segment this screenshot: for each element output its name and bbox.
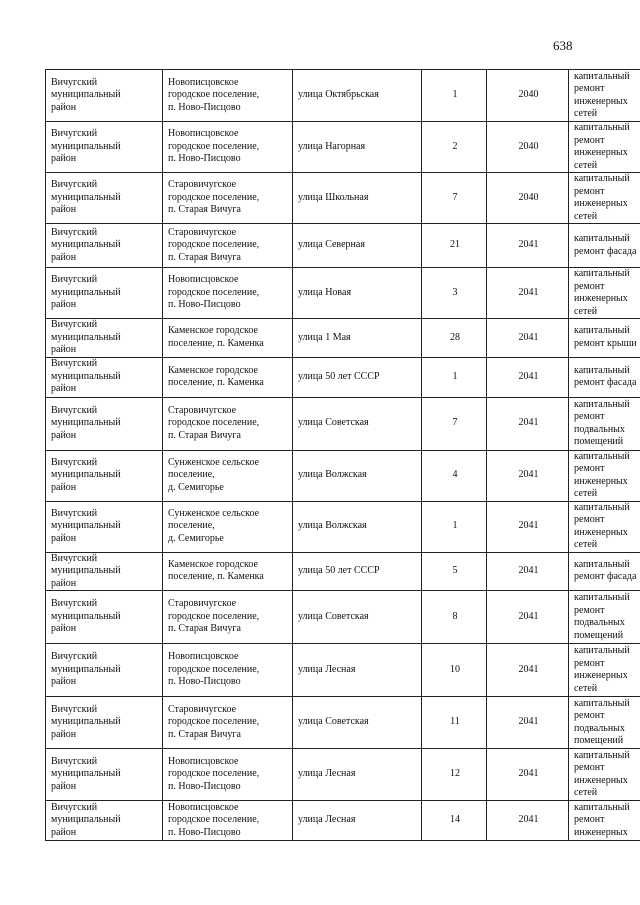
settlement-cell-line: городское поселение, bbox=[168, 716, 260, 728]
work-type-cell-line: ремонт bbox=[574, 604, 605, 616]
work-type-cell-line: капитальный bbox=[574, 364, 630, 376]
year-cell: 2040 bbox=[487, 70, 569, 122]
settlement-cell-line: Каменское городское bbox=[168, 558, 258, 570]
street-cell: улица Советская bbox=[293, 591, 422, 644]
table-row bbox=[46, 268, 640, 319]
settlement-cell-line: п. Ново-Писцово bbox=[168, 780, 241, 792]
street-cell: улица Октябрьская bbox=[293, 70, 422, 122]
year-cell: 2041 bbox=[487, 357, 569, 397]
house-number-cell: 1 bbox=[422, 501, 487, 552]
settlement-cell-line: п. Старая Вичуга bbox=[168, 623, 241, 635]
settlement-cell-line: Сунженское сельское bbox=[168, 507, 260, 519]
settlement-cell-line: п. Старая Вичуга bbox=[168, 204, 241, 216]
district-cell-line: район bbox=[51, 429, 77, 441]
settlement-cell-line: городское поселение, bbox=[168, 286, 260, 298]
district-cell bbox=[46, 644, 163, 697]
street-cell: улица 1 Мая bbox=[293, 319, 422, 358]
settlement-cell-line: городское поселение, bbox=[168, 610, 260, 622]
district-cell-line: Вичугский bbox=[51, 755, 98, 767]
house-number-cell: 12 bbox=[422, 749, 487, 801]
settlement-cell bbox=[163, 70, 293, 122]
street-cell: улица 50 лет СССР bbox=[293, 357, 422, 397]
work-type-cell-line: ремонт фасада bbox=[574, 245, 637, 257]
district-cell bbox=[46, 591, 163, 644]
table-row bbox=[46, 749, 640, 801]
year-cell: 2040 bbox=[487, 122, 569, 173]
year-cell: 2041 bbox=[487, 450, 569, 501]
settlement-cell-line: городское поселение, bbox=[168, 140, 260, 152]
district-cell bbox=[46, 501, 163, 552]
district-cell-line: муниципальный bbox=[51, 716, 121, 728]
table-row bbox=[46, 501, 640, 552]
settlement-cell-line: Каменское городское bbox=[168, 364, 258, 376]
settlement-cell bbox=[163, 450, 293, 501]
settlement-cell-line: городское поселение, bbox=[168, 89, 260, 101]
settlement-cell bbox=[163, 801, 293, 841]
settlement-cell-line: городское поселение, bbox=[168, 814, 260, 826]
street-cell: улица Лесная bbox=[293, 801, 422, 841]
settlement-cell-line: п. Старая Вичуга bbox=[168, 728, 241, 740]
house-number-cell: 7 bbox=[422, 397, 487, 450]
street-cell: улица Волжская bbox=[293, 450, 422, 501]
district-cell-line: Вичугский bbox=[51, 76, 98, 88]
settlement-cell-line: городское поселение, bbox=[168, 191, 260, 203]
district-cell-line: район bbox=[51, 826, 77, 838]
year-cell: 2041 bbox=[487, 224, 569, 268]
work-type-cell bbox=[569, 122, 640, 173]
district-cell-line: район bbox=[51, 728, 77, 740]
work-type-cell-line: капитальный bbox=[574, 70, 630, 82]
settlement-cell-line: Старовичугское bbox=[168, 179, 237, 191]
district-cell-line: Вичугский bbox=[51, 404, 98, 416]
district-cell-line: муниципальный bbox=[51, 520, 121, 532]
district-cell-line: муниципальный bbox=[51, 417, 121, 429]
settlement-cell bbox=[163, 357, 293, 397]
page-number: 638 bbox=[553, 38, 573, 53]
district-cell-line: Вичугский bbox=[51, 801, 98, 813]
year-cell: 2041 bbox=[487, 501, 569, 552]
settlement-cell bbox=[163, 552, 293, 591]
work-type-cell-line: инженерных bbox=[574, 774, 628, 786]
year-cell: 2041 bbox=[487, 644, 569, 697]
district-cell-line: муниципальный bbox=[51, 768, 121, 780]
district-cell-line: Вичугский bbox=[51, 651, 98, 663]
district-cell-line: муниципальный bbox=[51, 814, 121, 826]
house-number-cell: 3 bbox=[422, 268, 487, 319]
table-row bbox=[46, 173, 640, 224]
district-cell bbox=[46, 173, 163, 224]
district-cell-line: муниципальный bbox=[51, 610, 121, 622]
district-cell-line: муниципальный bbox=[51, 239, 121, 251]
settlement-cell bbox=[163, 268, 293, 319]
district-cell bbox=[46, 801, 163, 841]
work-type-cell bbox=[569, 397, 640, 450]
district-cell-line: район bbox=[51, 101, 77, 113]
district-cell-line: район bbox=[51, 383, 77, 395]
district-cell-line: муниципальный bbox=[51, 469, 121, 481]
work-type-cell-line: ремонт bbox=[574, 83, 605, 94]
year-cell: 2041 bbox=[487, 697, 569, 749]
district-cell bbox=[46, 268, 163, 319]
house-number-cell: 8 bbox=[422, 591, 487, 644]
district-cell bbox=[46, 397, 163, 450]
work-type-cell-line: инженерных bbox=[574, 526, 628, 538]
work-type-cell-line: помещений bbox=[574, 436, 624, 447]
work-type-cell-line: ремонт фасада bbox=[574, 377, 637, 388]
district-cell-line: Вичугский bbox=[51, 179, 98, 191]
work-type-cell bbox=[569, 268, 640, 319]
district-cell-line: район bbox=[51, 623, 77, 635]
settlement-cell-line: Новописцовское bbox=[168, 76, 239, 88]
table-row bbox=[46, 122, 640, 173]
house-number-cell: 1 bbox=[422, 357, 487, 397]
settlement-cell-line: Старовичугское bbox=[168, 703, 237, 715]
work-type-cell bbox=[569, 224, 640, 268]
district-cell-line: Вичугский bbox=[51, 274, 98, 286]
settlement-cell-line: д. Семигорье bbox=[168, 532, 224, 544]
district-cell-line: район bbox=[51, 676, 77, 688]
settlement-cell-line: Старовичугское bbox=[168, 404, 237, 416]
work-type-cell-line: капитальный bbox=[574, 645, 630, 656]
district-cell-line: муниципальный bbox=[51, 89, 121, 101]
house-number-cell: 4 bbox=[422, 450, 487, 501]
work-type-cell bbox=[569, 319, 640, 358]
work-type-cell bbox=[569, 450, 640, 501]
work-type-cell-line: помещений bbox=[574, 629, 624, 641]
house-number-cell: 1 bbox=[422, 70, 487, 122]
work-type-cell-line: ремонт bbox=[574, 463, 605, 474]
year-cell: 2041 bbox=[487, 319, 569, 358]
settlement-cell-line: поселение, bbox=[168, 520, 215, 532]
work-type-cell-line: ремонт bbox=[574, 762, 605, 773]
district-cell bbox=[46, 224, 163, 268]
work-type-cell-line: ремонт bbox=[574, 710, 605, 721]
settlement-cell-line: Новописцовское bbox=[168, 274, 239, 286]
street-cell: улица Новая bbox=[293, 268, 422, 319]
work-type-cell bbox=[569, 749, 640, 801]
district-cell-line: Вичугский bbox=[51, 128, 98, 140]
house-number-cell: 5 bbox=[422, 552, 487, 591]
district-cell-line: муниципальный bbox=[51, 331, 121, 343]
house-number-cell: 14 bbox=[422, 801, 487, 841]
work-type-cell-line: сетей bbox=[574, 305, 598, 317]
district-cell-line: район bbox=[51, 344, 77, 355]
work-type-cell-line: капитальный bbox=[574, 501, 630, 513]
house-number-cell: 11 bbox=[422, 697, 487, 749]
district-cell-line: Вичугский bbox=[51, 226, 98, 238]
district-cell bbox=[46, 749, 163, 801]
district-cell-line: район bbox=[51, 204, 77, 216]
district-cell-line: район bbox=[51, 780, 77, 792]
table-row bbox=[46, 552, 640, 591]
settlement-cell bbox=[163, 122, 293, 173]
district-cell-line: Вичугский bbox=[51, 319, 98, 330]
work-type-cell-line: ремонт bbox=[574, 134, 605, 146]
work-type-cell bbox=[569, 70, 640, 122]
table-row bbox=[46, 644, 640, 697]
work-type-cell-line: ремонт bbox=[574, 280, 605, 292]
settlement-cell-line: городское поселение, bbox=[168, 239, 260, 251]
settlement-cell bbox=[163, 749, 293, 801]
table-row bbox=[46, 397, 640, 450]
table-body bbox=[46, 70, 640, 841]
work-type-cell-line: сетей bbox=[574, 108, 598, 119]
district-cell bbox=[46, 70, 163, 122]
work-type-cell-line: подвальных bbox=[574, 722, 625, 734]
work-type-cell bbox=[569, 552, 640, 591]
district-cell-line: муниципальный bbox=[51, 286, 121, 298]
work-type-cell-line: капитальный bbox=[574, 122, 630, 133]
work-type-cell-line: капитальный bbox=[574, 233, 630, 244]
district-cell-line: район bbox=[51, 481, 77, 493]
settlement-cell-line: Новописцовское bbox=[168, 755, 239, 767]
work-type-cell-line: сетей bbox=[574, 787, 598, 798]
year-cell: 2041 bbox=[487, 552, 569, 591]
year-cell: 2041 bbox=[487, 749, 569, 801]
work-type-cell-line: ремонт крыши bbox=[574, 337, 637, 349]
work-type-cell-line: капитальный bbox=[574, 749, 630, 761]
settlement-cell-line: п. Старая Вичуга bbox=[168, 429, 241, 441]
table-row bbox=[46, 591, 640, 644]
work-type-cell bbox=[569, 501, 640, 552]
district-cell-line: район bbox=[51, 153, 77, 165]
district-cell bbox=[46, 450, 163, 501]
district-cell-line: муниципальный bbox=[51, 663, 121, 675]
work-type-cell-line: капитальный bbox=[574, 268, 630, 279]
settlement-cell-line: поселение, п. Каменка bbox=[168, 377, 264, 388]
table-row bbox=[46, 801, 640, 841]
year-cell: 2040 bbox=[487, 173, 569, 224]
work-type-cell bbox=[569, 357, 640, 397]
table-row bbox=[46, 70, 640, 122]
housing-repair-table bbox=[45, 69, 640, 841]
settlement-cell-line: Старовичугское bbox=[168, 226, 237, 238]
district-cell-line: Вичугский bbox=[51, 552, 98, 564]
work-type-cell-line: инженерных bbox=[574, 95, 628, 107]
district-cell-line: Вичугский bbox=[51, 456, 98, 468]
street-cell: улица Советская bbox=[293, 397, 422, 450]
settlement-cell-line: Старовичугское bbox=[168, 598, 237, 610]
table-row bbox=[46, 319, 640, 358]
work-type-cell-line: инженерных bbox=[574, 198, 628, 209]
settlement-cell bbox=[163, 697, 293, 749]
year-cell: 2041 bbox=[487, 397, 569, 450]
district-cell-line: район bbox=[51, 532, 77, 544]
settlement-cell-line: Новописцовское bbox=[168, 801, 239, 813]
settlement-cell-line: п. Ново-Писцово bbox=[168, 676, 241, 688]
work-type-cell-line: подвальных bbox=[574, 423, 625, 435]
street-cell: улица Лесная bbox=[293, 749, 422, 801]
work-type-cell-line: капитальный bbox=[574, 325, 630, 337]
settlement-cell-line: Новописцовское bbox=[168, 651, 239, 663]
house-number-cell: 21 bbox=[422, 224, 487, 268]
settlement-cell-line: д. Семигорье bbox=[168, 481, 224, 493]
house-number-cell: 7 bbox=[422, 173, 487, 224]
settlement-cell-line: п. Старая Вичуга bbox=[168, 251, 241, 263]
work-type-cell-line: капитальный bbox=[574, 398, 630, 410]
work-type-cell-line: сетей bbox=[574, 210, 598, 222]
work-type-cell bbox=[569, 173, 640, 224]
work-type-cell-line: ремонт bbox=[574, 514, 605, 525]
work-type-cell-line: подвальных bbox=[574, 617, 625, 628]
district-cell bbox=[46, 697, 163, 749]
street-cell: улица Северная bbox=[293, 224, 422, 268]
table-row bbox=[46, 224, 640, 268]
settlement-cell bbox=[163, 591, 293, 644]
settlement-cell-line: п. Ново-Писцово bbox=[168, 826, 241, 838]
settlement-cell-line: Каменское городское bbox=[168, 325, 258, 337]
street-cell: улица Волжская bbox=[293, 501, 422, 552]
district-cell-line: муниципальный bbox=[51, 370, 121, 382]
work-type-cell-line: ремонт bbox=[574, 411, 605, 422]
work-type-cell-line: капитальный bbox=[574, 697, 630, 709]
work-type-cell-line: ремонт bbox=[574, 185, 605, 197]
district-cell bbox=[46, 552, 163, 591]
district-cell-line: район bbox=[51, 251, 77, 263]
settlement-cell bbox=[163, 319, 293, 358]
district-cell-line: Вичугский bbox=[51, 358, 98, 370]
work-type-cell bbox=[569, 591, 640, 644]
work-type-cell-line: ремонт фасада bbox=[574, 571, 637, 583]
district-cell-line: муниципальный bbox=[51, 191, 121, 203]
work-type-cell-line: капитальный bbox=[574, 801, 630, 813]
settlement-cell bbox=[163, 173, 293, 224]
work-type-cell bbox=[569, 697, 640, 749]
district-cell-line: Вичугский bbox=[51, 507, 98, 519]
work-type-cell-line: инженерных bbox=[574, 826, 628, 838]
table-row bbox=[46, 357, 640, 397]
settlement-cell-line: Сунженское сельское bbox=[168, 456, 260, 468]
house-number-cell: 10 bbox=[422, 644, 487, 697]
work-type-cell-line: капитальный bbox=[574, 592, 630, 603]
house-number-cell: 2 bbox=[422, 122, 487, 173]
street-cell: улица Нагорная bbox=[293, 122, 422, 173]
district-cell-line: Вичугский bbox=[51, 598, 98, 610]
work-type-cell-line: ремонт bbox=[574, 814, 605, 826]
street-cell: улица 50 лет СССР bbox=[293, 552, 422, 591]
settlement-cell-line: поселение, п. Каменка bbox=[168, 337, 264, 349]
work-type-cell-line: сетей bbox=[574, 682, 598, 694]
settlement-cell-line: п. Ново-Писцово bbox=[168, 299, 241, 311]
district-cell-line: район bbox=[51, 299, 77, 311]
work-type-cell-line: капитальный bbox=[574, 450, 630, 462]
settlement-cell bbox=[163, 501, 293, 552]
year-cell: 2041 bbox=[487, 268, 569, 319]
work-type-cell-line: сетей bbox=[574, 539, 598, 550]
settlement-cell-line: п. Ново-Писцово bbox=[168, 153, 241, 165]
year-cell: 2041 bbox=[487, 591, 569, 644]
year-cell: 2041 bbox=[487, 801, 569, 841]
work-type-cell-line: инженерных bbox=[574, 293, 628, 304]
settlement-cell-line: городское поселение, bbox=[168, 663, 260, 675]
district-cell bbox=[46, 122, 163, 173]
district-cell-line: Вичугский bbox=[51, 703, 98, 715]
district-cell-line: муниципальный bbox=[51, 140, 121, 152]
table-row bbox=[46, 697, 640, 749]
district-cell bbox=[46, 357, 163, 397]
district-cell-line: муниципальный bbox=[51, 565, 121, 576]
work-type-cell bbox=[569, 801, 640, 841]
work-type-cell-line: капитальный bbox=[574, 173, 630, 184]
settlement-cell bbox=[163, 224, 293, 268]
settlement-cell-line: поселение, bbox=[168, 469, 215, 481]
settlement-cell bbox=[163, 644, 293, 697]
table-row bbox=[46, 450, 640, 501]
work-type-cell-line: инженерных bbox=[574, 670, 628, 681]
settlement-cell bbox=[163, 397, 293, 450]
work-type-cell-line: помещений bbox=[574, 735, 624, 746]
work-type-cell bbox=[569, 644, 640, 697]
settlement-cell-line: Новописцовское bbox=[168, 128, 239, 140]
street-cell: улица Школьная bbox=[293, 173, 422, 224]
settlement-cell-line: городское поселение, bbox=[168, 768, 260, 780]
street-cell: улица Лесная bbox=[293, 644, 422, 697]
district-cell-line: район bbox=[51, 577, 77, 589]
settlement-cell-line: городское поселение, bbox=[168, 417, 260, 429]
settlement-cell-line: п. Ново-Писцово bbox=[168, 101, 241, 113]
street-cell: улица Советская bbox=[293, 697, 422, 749]
work-type-cell-line: ремонт bbox=[574, 657, 605, 669]
work-type-cell-line: сетей bbox=[574, 488, 598, 499]
district-cell bbox=[46, 319, 163, 358]
work-type-cell-line: сетей bbox=[574, 159, 598, 171]
work-type-cell-line: инженерных bbox=[574, 147, 628, 158]
house-number-cell: 28 bbox=[422, 319, 487, 358]
work-type-cell-line: капитальный bbox=[574, 558, 630, 570]
work-type-cell-line: инженерных bbox=[574, 475, 628, 487]
settlement-cell-line: поселение, п. Каменка bbox=[168, 571, 264, 583]
